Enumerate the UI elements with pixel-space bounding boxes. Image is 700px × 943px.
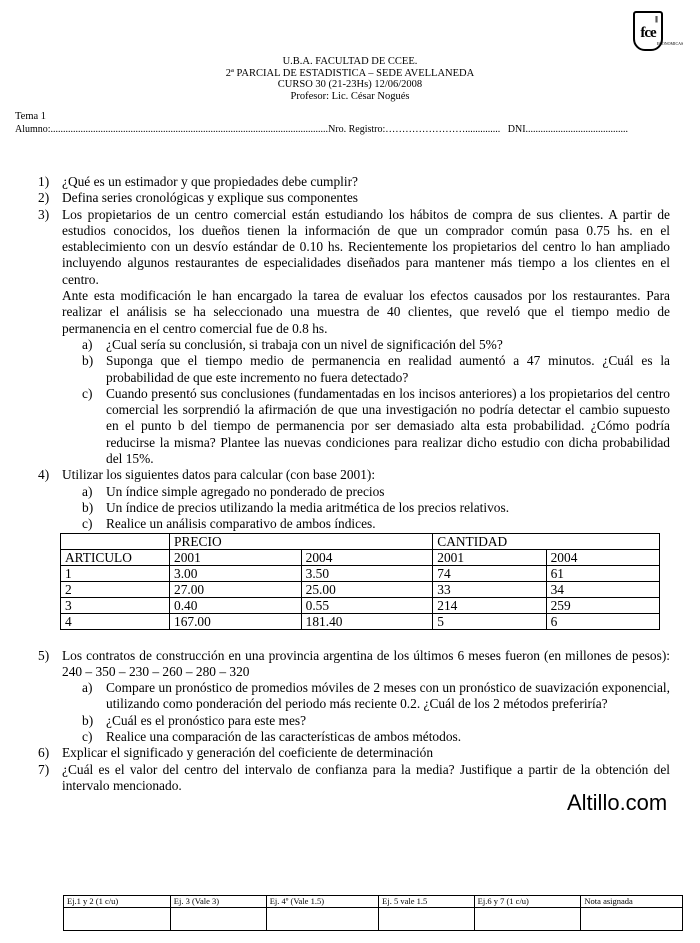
header-course: CURSO 30 (21-23Hs) 12/06/2008 [277,79,423,90]
header-professor: Profesor: Lic. César Nogués [290,90,410,102]
exam-header [120,56,580,102]
table-row: 4 167.00 181.40 5 6 [61,613,660,629]
question-3b: b) Suponga que el tiempo medio de permanencia en realidad aumentó a 47 minutos. ¿Cuál es la probabilidad de que este incremento no fuera detectado? [82,353,670,385]
logo-text: fce [640,25,656,41]
col-header: 2004 [301,549,433,565]
question-5: 5) Los contratos de construcción en una provincia argentina de los últimos 6 meses fueron (en millones de pesos): 240 – 350 – 230 – 260 – 280 – 320 [38,647,670,679]
grades-header-row: Ej.1 y 2 (1 c/u) Ej. 3 (Vale 3) Ej. 4º (Vale 1.5) Ej. 5 vale 1.5 Ej.6 y 7 (1 c/u) Nota asignada [64,896,683,908]
question-6: 6) Explicar el significado y generación del coeficiente de determinación [38,745,434,761]
question-3-text: Los propietarios de un centro comercial están estudiando los hábitos de compra de sus clientes. A partir de estudios conocidos, los dueños tienen la información de que un comprador común pasa 0.75 hs. en el establecimiento con un desvío estándar de 0.10 hs. Recientemente los propietarios del centro lo han ampliado incluyendo algunos restaurantes de especialidades diseñados para mantener más tiempo a los clientes en el centro. [62,206,670,287]
question-3c: c) Cuando presentó sus conclusiones (fundamentadas en los incisos anteriores) a los propietarios del centro comercial les sorprendió la afirmación de que una investigación no podría detectar el cambio supuesto en el punto b del tiempo de permanencia por ser demasiado alta esta probabilidad. ¿Cómo podría reducirse la misma? Plantee las nuevas condiciones para realizar dicho estudio con dicha probabilidad del 15%. [82,385,670,467]
question-4: 4) Utilizar los siguientes datos para calcular (con base 2001): [38,467,376,483]
col-header: ARTICULO [61,549,170,565]
questions [38,174,670,794]
question-5b: b) ¿Cuál es el pronóstico para este mes? [82,712,307,728]
tema-label: Tema 1 [15,111,47,122]
fce-logo [633,11,684,51]
student-info-line [15,124,628,136]
grades-table [63,895,683,931]
question-2: 2) Defina series cronológicas y explique sus componentes [38,190,358,206]
question-4b: b) Un índice de precios utilizando la media aritmética de los precios relativos. [82,499,510,515]
table-row: 2 27.00 25.00 33 34 [61,581,660,597]
question-5a: a) Compare un pronóstico de promedios móviles de 2 meses con un pronóstico de suavización exponencial, utilizando como ponderación del periodo más reciente 0.2. ¿Cuál de los 2 métodos preferiría? [82,680,670,712]
registro-field: Nro. Registro:…………………….............. [328,124,501,135]
logo-subtext: ECONOMICAS [656,41,684,46]
table-header-row [61,549,660,565]
logo-columns-icon: ||||| [654,15,657,23]
table-row: 1 3.00 3.50 74 61 [61,565,660,581]
dni-field: DNI......................................... [507,124,629,135]
col-header: 2004 [546,549,659,565]
alumno-field: Alumno:............................................................................................................... [15,124,329,135]
col-header: 2001 [170,549,302,565]
table-group-header-row [61,533,660,549]
price-quantity-table [60,533,660,630]
question-4c: c) Realice un análisis comparativo de ambos índices. [82,516,376,532]
group-header-precio: PRECIO [170,533,433,549]
grades-blank-row [64,908,683,931]
question-4a: a) Un índice simple agregado no ponderado de precios [82,483,385,499]
header-exam-title: 2ª PARCIAL DE ESTADISTICA – SEDE AVELLANEDA [225,67,475,79]
group-header-cantidad: CANTIDAD [433,533,660,549]
question-1: 1) ¿Qué es un estimador y que propiedades debe cumplir? [38,174,358,189]
header-university: U.B.A. FACULTAD DE CCEE. [282,56,418,67]
question-3-text-2: Ante esta modificación le han encargado la tarea de evaluar los efectos causados por los restaurantes. Para realizar el análisis se ha seleccionado una muestra de 40 clientes, que reveló que el tiempo medio de permanencia en el centro comercial fue de 0.8 hs. [62,288,670,336]
col-header: 2001 [433,549,546,565]
watermark-text: Altillo.com [567,790,668,815]
question-5c: c) Realice una comparación de las características de ambos métodos. [82,729,462,745]
question-3a: a) ¿Cual sería su conclusión, si trabaja con un nivel de significación del 5%? [82,336,503,352]
table-row: 3 0.40 0.55 214 259 [61,597,660,613]
question-7: 7) ¿Cuál es el valor del centro del intervalo de confianza para la media? Justifique a partir de la obtención del intervalo mencionado. [38,761,670,793]
question-3: 3) Los propietarios de un centro comercial están estudiando los hábitos de compra de sus clientes. A partir de estudios conocidos, los dueños tienen la información de que un comprador común pasa 0.75 hs. en el establecimiento con un desvío estándar de 0.10 hs. Recientemente los propietarios del centro lo han ampliado incluyendo algunos restaurantes de especialidades diseñados para mantener más tiempo a los clientes en el centro. Ante esta modificación le han encargado la tarea de evaluar los efectos causados por los restaurantes. Para realizar el análisis se ha seleccionado una muestra de 40 clientes, que reveló que el tiempo medio de permanencia en el centro comercial fue de 0.8 hs. [38,206,670,336]
